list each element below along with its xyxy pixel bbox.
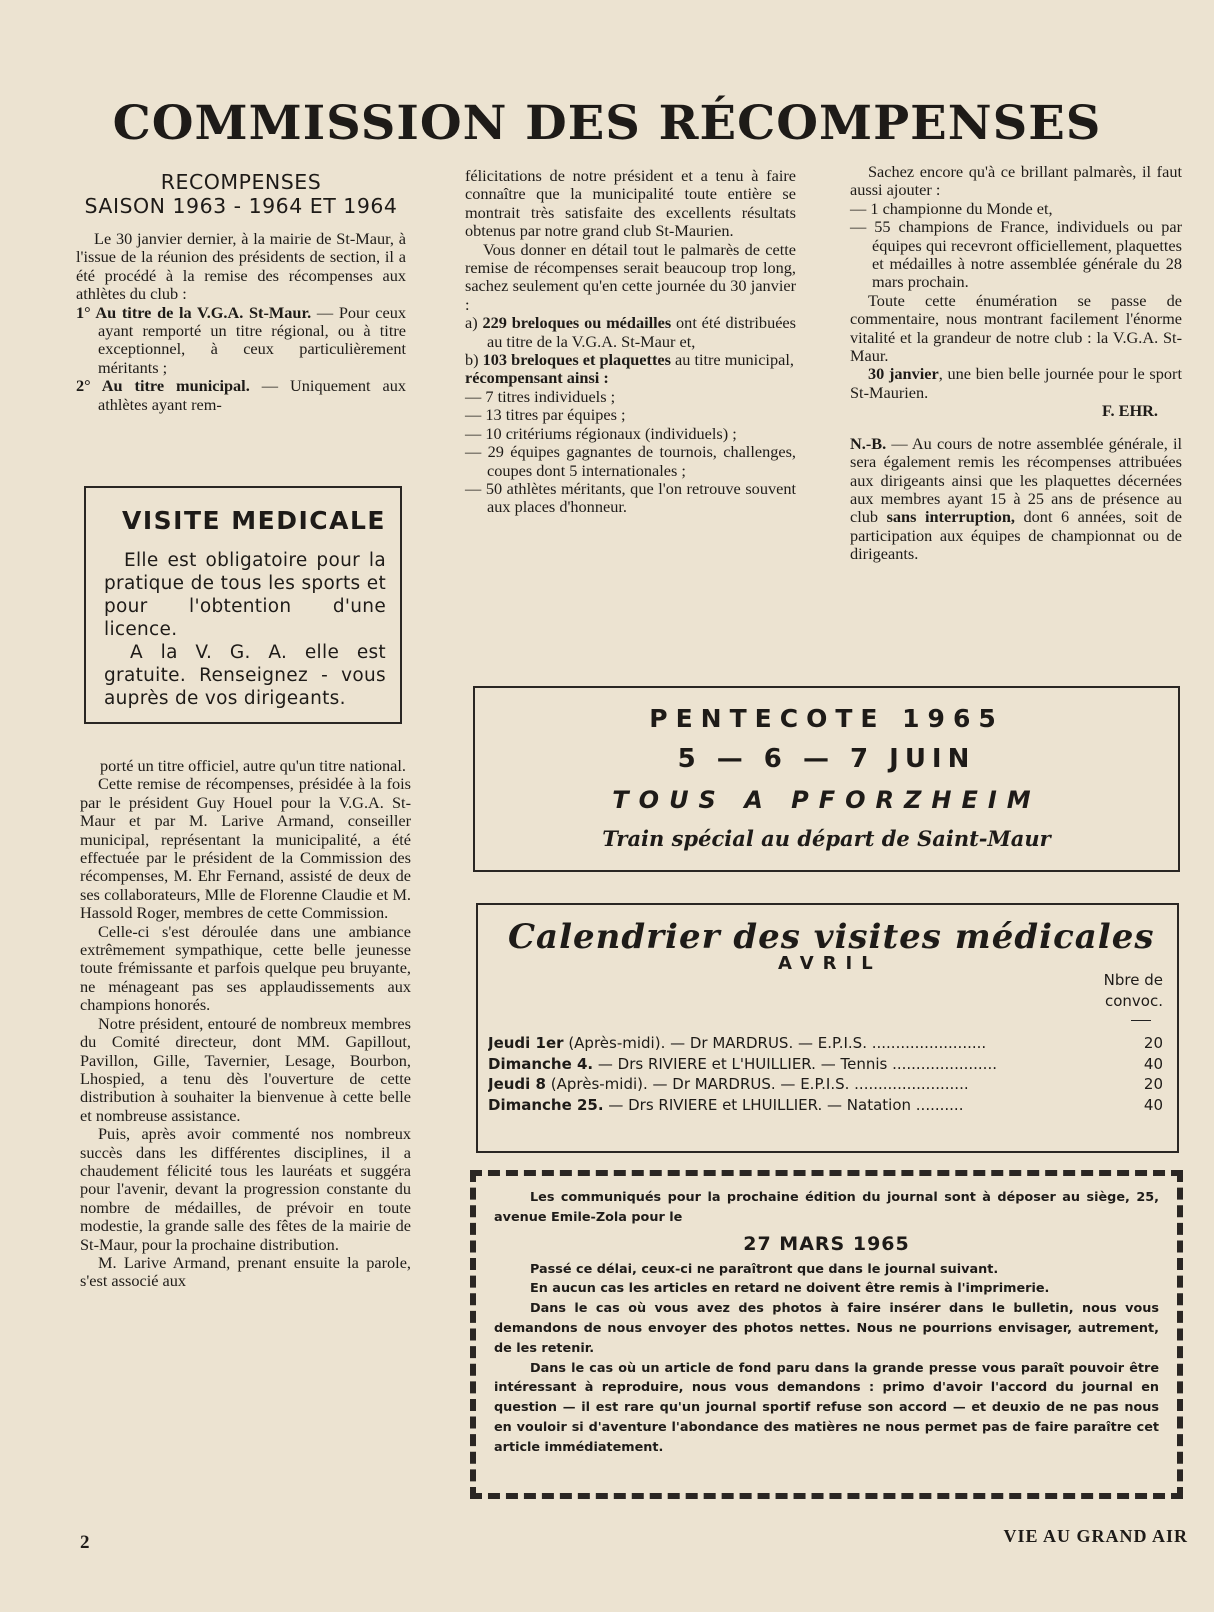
pentecote-destination: TOUS A PFORZHEIM: [612, 786, 1041, 814]
paragraph: porté un titre officiel, autre qu'un titre national.: [100, 756, 406, 775]
paragraph: Celle-ci s'est déroulée dans une ambiance extrêmement sympathique, cette belle jeunesse toute frémissante et parfois quelque peu bruyante, ne ménageant pas ses applaudissements aux champions honorés.: [80, 921, 411, 1015]
list-item: — 1 championne du Monde et,: [850, 198, 1053, 218]
calendar-month: AVRIL: [778, 953, 882, 974]
article-column-3: [850, 163, 1182, 564]
list-item: — 7 titres individuels ;: [465, 386, 616, 406]
article-continuation: [80, 757, 411, 1291]
notice-paragraph: Dans le cas où vous avez des photos à faire insérer dans le bulletin, nous vous demandons de nous envoyer des photos nettes. Nous ne pourrions envisager, autrement, de les retenir.: [494, 1301, 1159, 1356]
calendar-count-header: Nbre de convoc.: [488, 970, 1163, 1021]
pentecote-train: Train spécial au départ de Saint-Maur: [602, 826, 1051, 851]
publication-name: VIE AU GRAND AIR: [1003, 1526, 1188, 1546]
page-number: 2: [80, 1532, 90, 1553]
notice-paragraph: Les communiqués pour la prochaine édition du journal sont à déposer au siège, 25, avenue Emile-Zola pour le: [494, 1190, 1159, 1225]
calendar-row: Jeudi 8 (Après-midi). — Dr MARDRUS. — E.P.I.S. ........................ 20: [488, 1075, 1163, 1093]
paragraph: M. Larive Armand, prenant ensuite la parole, s'est associé aux: [80, 1252, 411, 1291]
article-intro: [76, 170, 406, 414]
calendar-row: Jeudi 1er (Après-midi). — Dr MARDRUS. — E.P.I.S. ........................ 20: [488, 1034, 1163, 1052]
visite-medicale-box: [84, 486, 402, 724]
visite-medicale-title: VISITE MEDICALE: [122, 506, 387, 535]
paragraph: Toute cette énumération se passe de commentaire, nous montrant facilement l'énorme vitalité et la grandeur de notre club : la V.G.A. St-Maur.: [850, 290, 1182, 366]
paragraph: Puis, après avoir commenté nos nombreux succès dans les différentes disciplines, il a chaudement félicité tous les lauréats et suggéra pour l'avenir, devant la progression constante du nombre de médailles, de prévoir en toute modestie, la grande salle des fêtes de la mairie de St-Maur, pour la prochaine distribution.: [80, 1124, 411, 1254]
pentecote-box: [473, 686, 1180, 872]
paragraph: 30 janvier, une bien belle journée pour le sport St-Maurien.: [850, 364, 1182, 402]
paragraph: félicitations de notre président et a tenu à faire connaître que la municipalité toute entière se montrait très satisfaite des excellents résultats obtenus par notre grand club St-Maurien.: [465, 166, 796, 241]
calendar-title: Calendrier des visites médicales: [508, 917, 1155, 957]
calendar-box: [476, 903, 1179, 1153]
divider: [1131, 1020, 1151, 1021]
notice-paragraph: Passé ce délai, ceux-ci ne paraîtront que dans le journal suivant.: [530, 1261, 999, 1277]
notice-paragraph: Dans le cas où un article de fond paru dans la grande presse vous paraît pouvoir être intéressant à reproduire, nous vous demandons : primo d'avoir l'accord du journal en question — il est rare qu'un journal sportif refuse son accord — et deuxio de ne pas nous en vouloir si d'aventure l'abondance des matières ne nous permet pas de faire paraître cet article immédiatement.: [494, 1360, 1159, 1455]
list-item: a) 229 breloques ou médailles ont été distribuées au titre de la V.G.A. St-Maur et,: [465, 313, 796, 351]
notice-paragraph: En aucun cas les articles en retard ne doivent être remis à l'imprimerie.: [530, 1281, 1050, 1297]
calendar-row: Dimanche 4. — Drs RIVIERE et L'HUILLIER. — Tennis ...................... 40: [488, 1054, 1163, 1073]
calendar-row: Dimanche 25. — Drs RIVIERE et LHUILLIER. — Natation .......... 40: [488, 1095, 1163, 1114]
paragraph: Notre président, entouré de nombreux membres du Comité directeur, dont MM. Gapillout, Pavillon, Gille, Tavernier, Lesage, Bourbon, Lhospied, a tenu dès l'ouverture de cette distribution à souhaiter la bienvenue à cette belle et nombreuse assistance.: [80, 1013, 411, 1125]
list-item: — 13 titres par équipes ;: [465, 405, 626, 425]
recompensant-label: récompensant ainsi :: [465, 368, 609, 388]
nb-paragraph: N.-B. — Au cours de notre assemblée générale, il sera également remis les récompenses attribuées aux dirigeants ainsi que les plaquettes décernées aux membres ayant 15 à 25 ans de présence au club sans interruption, dont 6 années, soit de participation aux équipes de championnat ou de dirigeants.: [850, 433, 1182, 564]
page-title: COMMISSION DES RÉCOMPENSES: [112, 96, 1102, 151]
list-item: 2° Au titre municipal. — Uniquement aux athlètes ayant rem-: [76, 376, 406, 414]
list-item: — 29 équipes gagnantes de tournois, challenges, coupes dont 5 internationales ;: [465, 442, 796, 480]
list-item: — 50 athlètes méritants, que l'on retrouve souvent aux places d'honneur.: [465, 478, 796, 517]
intro-paragraph: Le 30 janvier dernier, à la mairie de St-Maur, à l'issue de la réunion des présidents de section, il a été procédé à la remise des récompenses aux athlètes du club :: [76, 229, 406, 304]
list-item: — 55 champions de France, individuels ou par équipes qui recevront officiellement, plaquettes et médailles à notre assemblée générale du 28 mars prochain.: [850, 217, 1182, 292]
section-heading: RECOMPENSES SAISON 1963 - 1964 ET 1964: [84, 170, 398, 218]
pentecote-title: PENTECOTE 1965: [649, 704, 1004, 733]
paragraph: Vous donner en détail tout le palmarès de cette remise de récompenses serait beaucoup trop long, sachez seulement qu'en cette journée du 30 janvier :: [465, 239, 796, 314]
list-item: 1° Au titre de la V.G.A. St-Maur. — Pour ceux ayant remporté un titre régional, ou à titre exceptionnel, à ceux particulièrement méritants ;: [76, 302, 406, 377]
visite-medicale-text: Elle est obligatoire pour la pratique de tous les sports et pour l'obtention d'une licence.: [104, 550, 386, 640]
calendar-rows: [488, 1033, 1163, 1115]
article-column-2: [465, 167, 796, 517]
paragraph: Cette remise de récompenses, présidée à la fois par le président Guy Houel pour la V.G.A. St-Maur et par M. Larive Armand, conseiller municipal, représentant la municipalité, a été effectuée par le président de la Commission des récompenses, M. Ehr Fernand, assisté de deux de ses collaborateurs, Mlle de Florenne Claudie et M. Hassold Roger, membres de cette Commission.: [80, 774, 411, 923]
list-item: — 10 critériums régionaux (individuels) ;: [465, 423, 737, 443]
list-item: b) 103 breloques et plaquettes au titre municipal,: [465, 350, 794, 370]
signature: F. EHR.: [1102, 401, 1158, 421]
notice-box: [470, 1170, 1183, 1499]
pentecote-dates: 5 — 6 — 7 JUIN: [677, 744, 976, 774]
visite-medicale-text: A la V. G. A. elle est gratuite. Renseignez - vous auprès de vos dirigeants.: [104, 642, 386, 709]
notice-date: 27 MARS 1965: [743, 1232, 910, 1255]
paragraph: Sachez encore qu'à ce brillant palmarès, il faut aussi ajouter :: [850, 162, 1182, 200]
